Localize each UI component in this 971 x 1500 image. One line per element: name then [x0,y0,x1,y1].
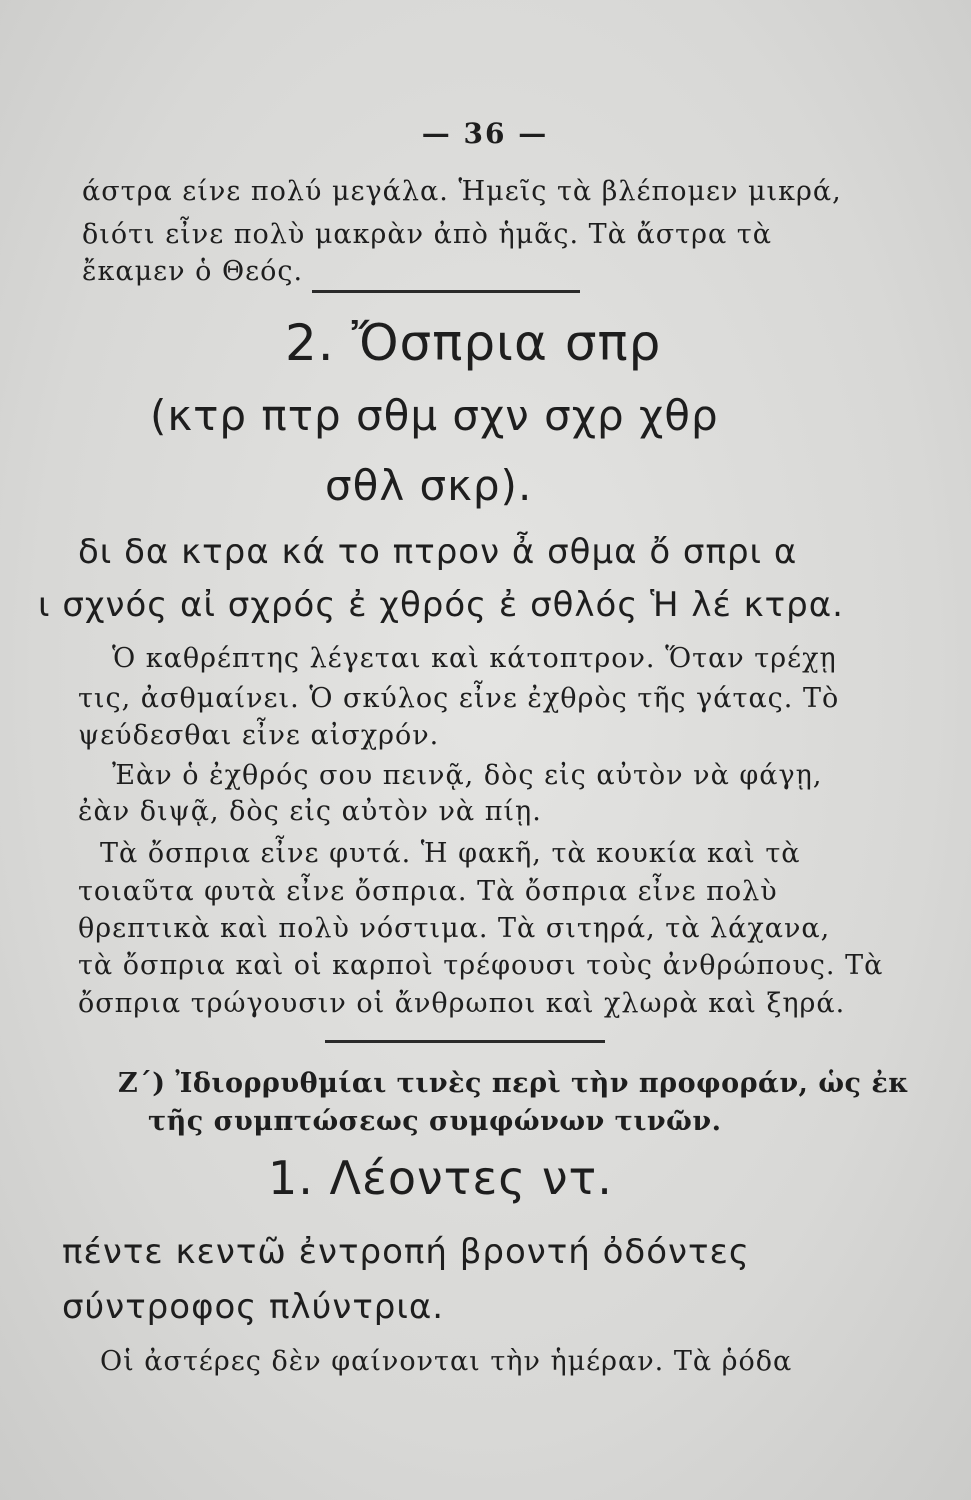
text-line-final: Οἱ ἀστέρες δὲν φαίνονται τὴν ἡμέραν. Τὰ ῥόδα [100,1346,793,1377]
text-line-8: θρεπτικὰ καὶ πολὺ νόστιμα. Τὰ σιτηρά, τὰ λάχανα, [78,913,831,944]
syllable-line-2: ι σχνός αἰ σχρός ἐ χθρός ἐ σθλός Ἡ λέ κτρα. [38,585,844,625]
word-line-1: πέντε κεντῶ ἐντροπή βροντή ὀδόντες [62,1232,750,1272]
text-line-7: τοιαῦτα φυτὰ εἶνε ὄσπρια. Τὰ ὄσπρια εἶνε πολὺ [78,876,778,907]
intro-line-1: άστρα είνε πολύ μεγάλα. Ἡμεῖς τὰ βλέπομεν μικρά, [82,176,842,207]
section-divider-1 [312,290,580,293]
text-line-1: Ὁ καθρέπτης λέγεται καὶ κάτοπτρον. Ὅταν τρέχῃ [112,643,837,674]
text-line-9: τὰ ὄσπρια καὶ οἱ καρποὶ τρέφουσι τοὺς ἀνθρώπους. Τὰ [78,950,884,981]
text-line-2: τις, ἀσθμαίνει. Ὁ σκύλος εἶνε ἐχθρὸς τῆς γάτας. Τὸ [78,683,840,714]
syllable-line-1: δι δα κτρα κά το πτρον ἆ σθμα ὄ σπρι α [78,532,798,572]
section-2-subheading-1: (κτρ πτρ σθμ σχν σχρ χθρ [150,391,719,440]
page-number: — 36 — [421,117,549,150]
text-line-3: ψεύδεσθαι εἶνε αἰσχρόν. [78,720,440,751]
intro-line-2: διότι εἶνε πολὺ μακρὰν ἀπὸ ἡμᾶς. Τὰ ἄστρα τὰ [82,219,772,250]
section-z-heading-2: τῆς συμπτώσεως συμφώνων τινῶν. [148,1106,722,1137]
text-line-5: ἐὰν διψᾷ, δὸς εἰς αὐτὸν νὰ πίῃ. [78,796,542,827]
section-2-subheading-2: σθλ σκρ). [325,461,533,510]
text-line-6: Τὰ ὄσπρια εἶνε φυτά. Ἡ φακῆ, τὰ κουκία καὶ τὰ [100,838,801,869]
section-2-heading: 2. Ὄσπρια σπρ [285,314,662,372]
text-line-4: Ἐὰν ὁ ἐχθρός σου πεινᾷ, δὸς εἰς αὐτὸν νὰ φάγῃ, [112,760,823,791]
section-z-heading-1: Ζ΄) Ἰδιορρυθμίαι τινὲς περὶ τὴν προφοράν, ὡς ἐκ [118,1068,910,1099]
text-line-10: ὄσπρια τρώγουσιν οἱ ἄνθρωποι καὶ χλωρὰ καὶ ξηρά. [78,988,846,1019]
section-divider-2 [325,1040,605,1043]
intro-line-3: ἔκαμεν ὁ Θεός. [82,256,304,287]
section-1-heading: 1. Λέοντες ντ. [268,1151,613,1205]
word-line-2: σύντροφος πλύντρια. [62,1287,445,1327]
